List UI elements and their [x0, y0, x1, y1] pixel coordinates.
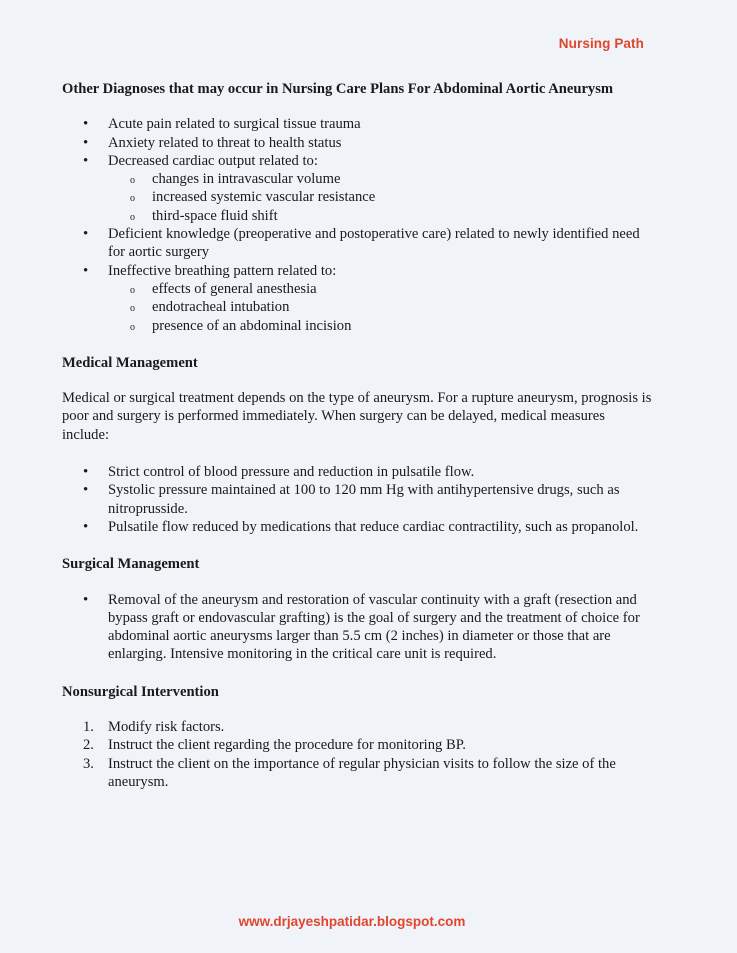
list-item-text: Strict control of blood pressure and reduction in pulsatile flow. [108, 464, 475, 481]
list-item [62, 152, 652, 225]
list-item [62, 755, 652, 792]
nonsurgical-list [62, 718, 652, 791]
list-item-text: Decreased cardiac output related to: [108, 152, 318, 169]
list-item [62, 591, 652, 664]
list-item-text: Removal of the aneurysm and restoration of vascular continuity with a graft (resection and bypass graft or endovascular grafting) is the goal of surgery and the treatment of choice for abdominal aortic aneurysms larger than 5.5 cm (2 inches) in diameter or those that are enlarging. Intensive monitoring in the critical care unit is required. [108, 591, 640, 663]
medical-paragraph: Medical or surgical treatment depends on the type of aneurysm. For a rupture aneurysm, prognosis is poor and surgery is performed immediately. When surgery can be delayed, medical measures include: [62, 390, 652, 443]
list-item-text: Systolic pressure maintained at 100 to 120 mm Hg with antihypertensive drugs, such as nitroprusside. [108, 482, 620, 517]
diagnoses-heading: Other Diagnoses that may occur in Nursing Care Plans For Abdominal Aortic Aneurysm [62, 81, 614, 97]
list-item [62, 463, 652, 481]
sub-list-item [108, 207, 652, 225]
sub-list-item-text: endotracheal intubation [152, 299, 290, 316]
list-item [62, 134, 652, 152]
list-item [62, 115, 652, 133]
list-item-number: 1. [83, 719, 94, 736]
medical-heading: Medical Management [62, 354, 198, 371]
surgical-heading: Surgical Management [62, 556, 200, 573]
list-item-number: 3. [83, 755, 94, 772]
list-item-text: Modify risk factors. [108, 719, 225, 736]
list-item [62, 718, 652, 736]
header-brand: Nursing Path [558, 36, 644, 51]
sub-list-item-text: effects of general anesthesia [152, 280, 317, 297]
list-item [62, 736, 652, 754]
document-content [62, 80, 652, 791]
sub-list-item-text: presence of an abdominal incision [152, 317, 352, 334]
sub-list-item-text: third-space fluid shift [152, 207, 278, 224]
sub-list-item [108, 317, 652, 335]
list-item-text: Instruct the client regarding the procedure for monitoring BP. [108, 737, 466, 754]
footer-url: www.drjayeshpatidar.blogspot.com [238, 914, 466, 929]
sub-list [108, 170, 652, 225]
list-item [62, 481, 652, 518]
sub-list-item [108, 280, 652, 298]
sub-list-item [108, 298, 652, 316]
list-item-text: Instruct the client on the importance of regular physician visits to follow the size of the aneurysm. [108, 755, 616, 790]
sub-list-item-text: increased systemic vascular resistance [152, 189, 376, 206]
sub-list-item [108, 170, 652, 188]
list-item-text: Acute pain related to surgical tissue trauma [108, 116, 361, 133]
list-item [62, 518, 652, 536]
sub-list [108, 280, 652, 335]
list-item-text: Anxiety related to threat to health status [108, 134, 342, 151]
list-item-number: 2. [83, 737, 94, 754]
list-item-text: Deficient knowledge (preoperative and postoperative care) related to newly identified need for aortic surgery [108, 226, 640, 261]
list-item [62, 225, 652, 262]
sub-list-item [108, 188, 652, 206]
medical-list [62, 463, 652, 536]
sub-list-item-text: changes in intravascular volume [152, 171, 341, 188]
nonsurgical-heading: Nonsurgical Intervention [62, 683, 219, 700]
list-item [62, 262, 652, 335]
diagnoses-list [62, 115, 652, 335]
list-item-text: Pulsatile flow reduced by medications that reduce cardiac contractility, such as propanolol. [108, 518, 639, 535]
list-item-text: Ineffective breathing pattern related to: [108, 262, 337, 279]
surgical-list [62, 591, 652, 664]
